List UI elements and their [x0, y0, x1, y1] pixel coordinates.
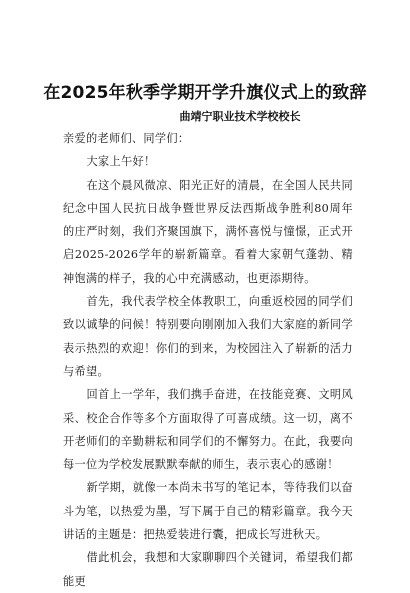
document-title: 在2025年秋季学期开学升旗仪式上的致辞	[43, 83, 367, 103]
body-paragraph: 首先，我代表学校全体教职工，向重返校园的同学们致以诚挚的问候！特别要向刚刚加入我们大家庭的新同学表示热烈的欢迎！你们的到来，为校园注入了崭新的活力与希望。	[63, 295, 353, 378]
document-body	[63, 127, 353, 593]
body-paragraph: 在这个晨风微凉、阳光正好的清晨，在全国人民共同纪念中国人民抗日战争暨世界反法西斯战争胜利80周年的庄严时刻，我们齐聚国旗下，满怀喜悦与憧憬，正式开启2025-2026学年的崭新篇章。看着大家朝气蓬勃、精神饱满的样子，我的心中充满感动，也更添期待。	[63, 178, 353, 285]
body-paragraph: 借此机会，我想和大家聊聊四个关键词，希望我们都能更	[63, 551, 353, 588]
document-subtitle: 曲靖宁职业技术学校校长	[179, 110, 301, 123]
greeting-paragraph: 大家上午好！	[86, 155, 156, 169]
body-paragraph: 回首上一学年，我们携手奋进，在技能竞赛、文明风采、校企合作等多个方面取得了可喜成绩。这一切，离不开老师们的辛勤耕耘和同学们的不懈努力。在此，我要向每一位为学校发展默默奉献的师生，表示衷心的感谢！	[63, 388, 353, 472]
body-paragraph: 新学期，就像一本尚未书写的笔记本，等待我们以奋斗为笔，以热爱为墨，写下属于自己的精彩篇章。我今天讲话的主题是：把热爱装进行囊，把成长写进秋天。	[63, 481, 353, 542]
salutation-paragraph: 亲爱的老师们、同学们：	[63, 132, 190, 145]
